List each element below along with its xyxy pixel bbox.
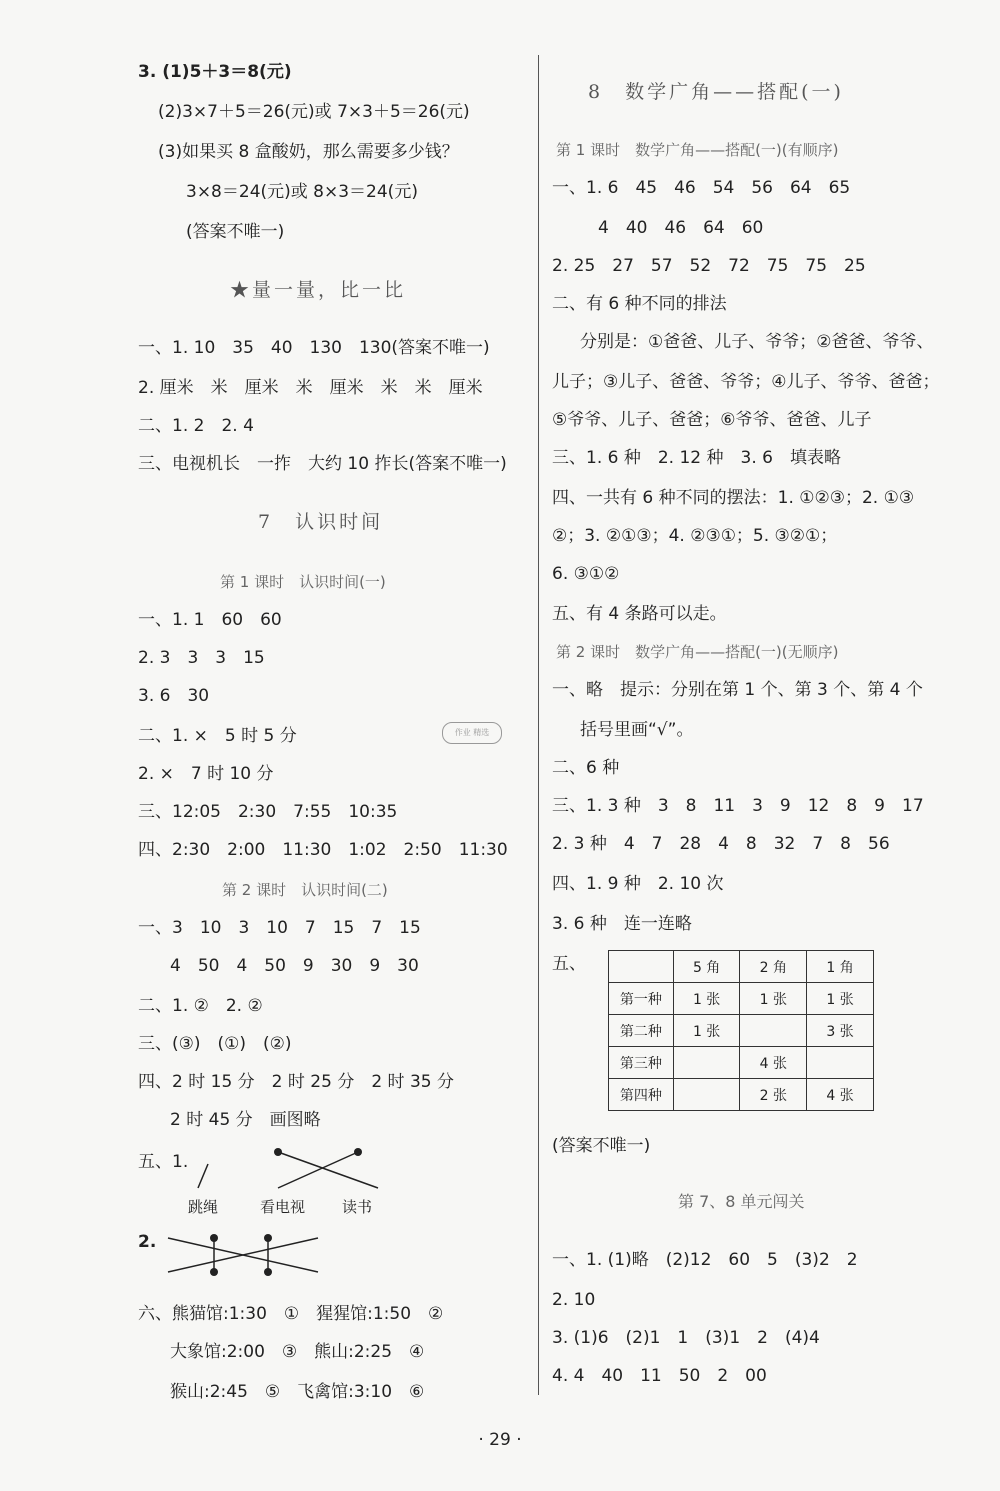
measure-line3: 二、1. 2 2. 4 — [138, 416, 254, 436]
table-cell: 3 张 — [807, 1015, 874, 1047]
q3-line3: (3)如果买 8 盒酸奶，那么需要多少钱？ — [158, 142, 459, 162]
measure-line2: 2. 厘米 米 厘米 米 厘米 米 米 厘米 — [138, 378, 483, 398]
u8l1-line5: 分别是：①爸爸、儿子、爷爷；②爸爸、爷爷、 — [580, 332, 934, 352]
q5-word-2: 看电视 — [260, 1198, 306, 1216]
u8l1-line7: ⑤爷爷、儿子、爸爸；⑥爷爷、爸爸、儿子 — [552, 410, 872, 430]
table-cell: 2 角 — [740, 951, 807, 983]
u8l2-line4: 三、1. 3 种 3 8 11 3 9 12 8 9 17 — [552, 796, 924, 816]
u8l1-line8: 三、1. 6 种 2. 12 种 3. 6 填表略 — [552, 448, 841, 468]
table-row — [609, 983, 874, 1015]
u7l2-q5-label: 五、1. — [138, 1152, 189, 1172]
u8l2-line3: 二、6 种 — [552, 758, 620, 778]
u7l1-line4: 二、1. × 5 时 5 分 — [138, 726, 297, 746]
u8l2-q5-label: 五、 — [552, 954, 586, 974]
table-cell — [609, 951, 674, 983]
table-cell: 第四种 — [609, 1079, 674, 1111]
unit8-lesson1-title: 第 1 课时 数学广角——搭配(一)(有顺序) — [556, 141, 839, 159]
u8l1-line9: 四、一共有 6 种不同的摆法：1. ①②③；2. ①③ — [552, 488, 915, 508]
u7l1-line3: 3. 6 30 — [138, 686, 210, 706]
page-number: · 29 · — [478, 1430, 522, 1450]
u7l2-line4: 三、(③) (①) (②) — [138, 1034, 292, 1054]
unit8-lesson2-title: 第 2 课时 数学广角——搭配(一)(无顺序) — [556, 643, 839, 661]
table-row — [609, 1047, 874, 1079]
table-row — [609, 1015, 874, 1047]
u8l2-note: (答案不唯一) — [552, 1136, 651, 1156]
coin-table — [608, 950, 874, 1111]
u8l2-line7: 3. 6 种 连一连略 — [552, 914, 692, 934]
review-line2: 2. 10 — [552, 1290, 596, 1310]
u8l1-line3: 2. 25 27 57 52 72 75 75 25 — [552, 256, 866, 276]
q3-line2: (2)3×7＋5＝26(元)或 7×3＋5＝26(元) — [158, 102, 470, 122]
u7l2-q6-line3: 猴山:2:45 ⑤ 飞禽馆:3:10 ⑥ — [170, 1382, 425, 1402]
u8l2-line6: 四、1. 9 种 2. 10 次 — [552, 874, 724, 894]
u8l1-line6: 儿子；③儿子、爸爸、爷爷；④儿子、爷爷、爸爸； — [552, 372, 940, 392]
u7l2-q6-line2: 大象馆:2:00 ③ 熊山:2:25 ④ — [170, 1342, 425, 1362]
table-cell — [807, 1047, 874, 1079]
table-cell: 第一种 — [609, 983, 674, 1015]
table-cell: 第二种 — [609, 1015, 674, 1047]
u7l2-line5: 四、2 时 15 分 2 时 25 分 2 时 35 分 — [138, 1072, 454, 1092]
u7l1-line2: 2. 3 3 3 15 — [138, 648, 265, 668]
table-cell — [673, 1047, 740, 1079]
measure-title: ★量一量，比一比 — [230, 279, 407, 301]
table-cell: 4 张 — [807, 1079, 874, 1111]
table-header-row — [609, 951, 874, 983]
u8l1-line10: ②；3. ②①③；4. ②③①；5. ③②①； — [552, 526, 838, 546]
u7l2-line3: 二、1. ② 2. ② — [138, 996, 263, 1016]
u7l1-line5: 2. × 7 时 10 分 — [138, 764, 274, 784]
table-cell: 1 角 — [807, 951, 874, 983]
u8l1-line1: 一、1. 6 45 46 54 56 64 65 — [552, 178, 851, 198]
table-row — [609, 1079, 874, 1111]
u8l1-line12: 五、有 4 条路可以走。 — [552, 604, 727, 624]
homework-stamp: 作业 精选 — [442, 722, 502, 744]
unit7-lesson2-title: 第 2 课时 认识时间(二) — [222, 881, 388, 899]
table-cell: 2 张 — [740, 1079, 807, 1111]
matching-lines-1 — [178, 1140, 408, 1200]
table-cell: 1 张 — [807, 983, 874, 1015]
table-cell — [740, 1015, 807, 1047]
u8l1-line4: 二、有 6 种不同的排法 — [552, 294, 727, 314]
u7l2-q6-line1: 六、熊猫馆:1:30 ① 猩猩馆:1:50 ② — [138, 1304, 444, 1324]
u7l2-line2: 4 50 4 50 9 30 9 30 — [170, 956, 419, 976]
review-line1: 一、1. (1)略 (2)12 60 5 (3)2 2 — [552, 1250, 858, 1270]
table-cell: 5 角 — [673, 951, 740, 983]
measure-line4: 三、电视机长 一拃 大约 10 拃长(答案不唯一) — [138, 454, 507, 474]
u8l1-line2: 4 40 46 64 60 — [598, 218, 764, 238]
unit8-title: 8 数学广角——搭配(一) — [588, 81, 844, 103]
table-cell: 1 张 — [673, 983, 740, 1015]
unit7-lesson1-title: 第 1 课时 认识时间(一) — [220, 573, 386, 591]
table-cell: 1 张 — [740, 983, 807, 1015]
column-divider — [538, 55, 539, 1395]
q3-line4: 3×8＝24(元)或 8×3＝24(元) — [186, 182, 418, 202]
q5-word-3: 读书 — [342, 1198, 373, 1216]
measure-line1: 一、1. 10 35 40 130 130(答案不唯一) — [138, 338, 490, 358]
table-cell — [673, 1079, 740, 1111]
u7l1-line6: 三、12:05 2:30 7:55 10:35 — [138, 802, 398, 822]
u7l2-line1: 一、3 10 3 10 7 15 7 15 — [138, 918, 421, 938]
review-line3: 3. (1)6 (2)1 1 (3)1 2 (4)4 — [552, 1328, 820, 1348]
table-cell: 1 张 — [673, 1015, 740, 1047]
q3-line5: (答案不唯一) — [186, 222, 285, 242]
u8l2-line5: 2. 3 种 4 7 28 4 8 32 7 8 56 — [552, 834, 890, 854]
u7l1-line1: 一、1. 1 60 60 — [138, 610, 282, 630]
u8l2-line1: 一、略 提示：分别在第 1 个、第 3 个、第 4 个 — [552, 680, 923, 700]
table-cell: 4 张 — [740, 1047, 807, 1079]
matching-lines-2 — [158, 1228, 338, 1288]
u8l1-line11: 6. ③①② — [552, 564, 620, 584]
u7l2-q5-2-label: 2. — [138, 1232, 157, 1252]
review-line4: 4. 4 40 11 50 2 00 — [552, 1366, 767, 1386]
table-cell: 第三种 — [609, 1047, 674, 1079]
q5-word-1: 跳绳 — [188, 1198, 219, 1216]
unit7-title: 7 认识时间 — [258, 511, 384, 533]
review-title: 第 7、8 单元闯关 — [678, 1192, 805, 1211]
u7l2-line6: 2 时 45 分 画图略 — [170, 1110, 321, 1130]
q3-line1: 3. (1)5＋3＝8(元) — [138, 62, 292, 82]
u7l1-line7: 四、2:30 2:00 11:30 1:02 2:50 11:30 — [138, 840, 508, 860]
u8l2-line2: 括号里画“√”。 — [580, 720, 694, 740]
